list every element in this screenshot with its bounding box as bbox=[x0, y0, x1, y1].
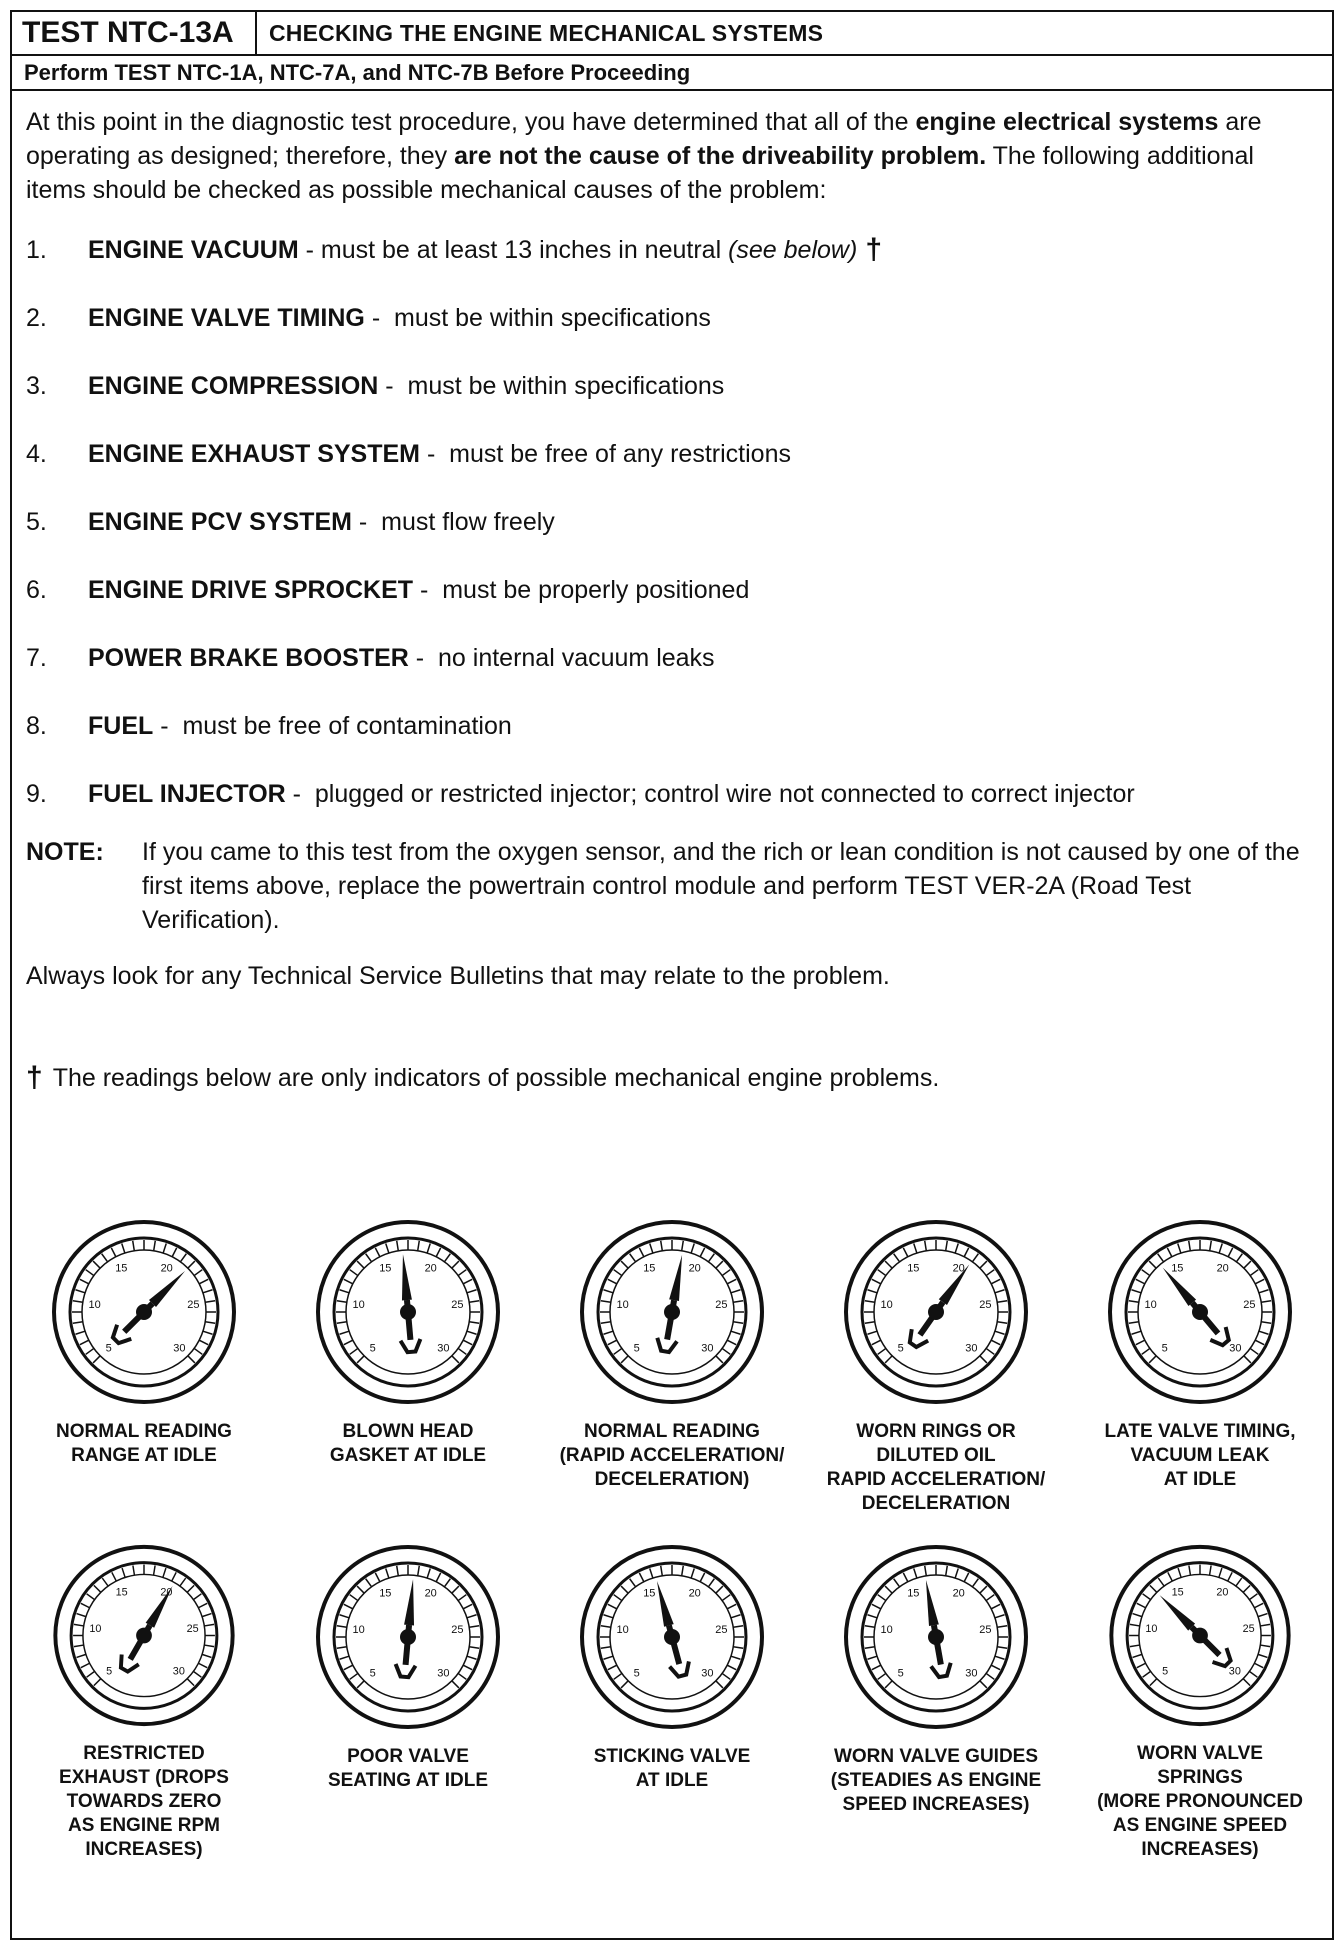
gauge-scale-label: 15 bbox=[115, 1586, 128, 1599]
gauge-scale-label: 25 bbox=[451, 1624, 464, 1637]
gauge-caption: WORN VALVE GUIDES (STEADIES AS ENGINE SPEED INCREASES) bbox=[830, 1746, 1042, 1815]
intro-text: The following additional items should be checked as possible mechanical causes of the problem: bbox=[26, 142, 1254, 204]
prerequisite: Perform TEST NTC-1A, NTC-7A, and NTC-7B Before Proceeding bbox=[12, 56, 1332, 91]
gauge-scale-label: 15 bbox=[379, 1262, 392, 1275]
gauge-scale-label: 25 bbox=[979, 1299, 992, 1312]
gauge-scale-label: 25 bbox=[1243, 1299, 1256, 1312]
indicators-text: The readings below are only indicators of possible mechanical engine problems. bbox=[52, 1064, 940, 1092]
gauge-scale-label: 20 bbox=[688, 1587, 701, 1600]
gauge-scale-label: 20 bbox=[160, 1586, 173, 1599]
test-id: TEST NTC-13A bbox=[12, 12, 257, 54]
gauge-scale-label: 10 bbox=[1144, 1299, 1157, 1312]
gauge-scale-label: 10 bbox=[880, 1299, 893, 1312]
item-number: 1. bbox=[26, 236, 47, 264]
gauge-scale-label: 25 bbox=[715, 1299, 728, 1312]
gauge-scale-label: 25 bbox=[979, 1624, 992, 1637]
gauge-grid bbox=[12, 1212, 1332, 1862]
gauge-caption: NORMAL READING (RAPID ACCELERATION/ DECELERATION) bbox=[559, 1421, 785, 1490]
list-item bbox=[26, 573, 1314, 641]
vacuum-gauge-icon bbox=[1100, 1212, 1300, 1412]
gauge-scale-label: 15 bbox=[643, 1262, 656, 1275]
gauge-caption: BLOWN HEAD GASKET AT IDLE bbox=[329, 1421, 487, 1466]
gauge-scale-label: 30 bbox=[1229, 1342, 1242, 1355]
gauge-cell bbox=[1068, 1537, 1332, 1862]
vacuum-gauge-icon bbox=[572, 1212, 772, 1412]
gauge-caption: WORN RINGS OR DILUTED OIL RAPID ACCELERATION/ DECELERATION bbox=[826, 1421, 1046, 1514]
item-label: ENGINE EXHAUST SYSTEM bbox=[88, 440, 420, 468]
gauge-cell bbox=[12, 1537, 276, 1862]
item-number: 2. bbox=[26, 304, 47, 332]
gauge-scale-label: 15 bbox=[1171, 1586, 1184, 1599]
gauge-scale-label: 5 bbox=[633, 1667, 640, 1680]
gauge-scale-label: 5 bbox=[369, 1342, 376, 1355]
test-title: CHECKING THE ENGINE MECHANICAL SYSTEMS bbox=[269, 19, 824, 46]
item-desc: - must be within specifications bbox=[378, 372, 725, 400]
vacuum-gauge-icon bbox=[836, 1212, 1036, 1412]
gauge-scale-label: 20 bbox=[952, 1262, 965, 1275]
gauge-scale-label: 25 bbox=[1242, 1622, 1255, 1635]
gauge-scale-label: 15 bbox=[115, 1262, 128, 1275]
gauge-row bbox=[12, 1212, 1332, 1537]
gauge-scale-label: 15 bbox=[1171, 1262, 1184, 1275]
gauge-scale-label: 5 bbox=[105, 1342, 112, 1355]
gauge-scale-label: 30 bbox=[172, 1665, 185, 1678]
vacuum-gauge-icon bbox=[44, 1212, 244, 1412]
item-desc: - must be within specifications bbox=[364, 304, 711, 332]
bulletins-text: Always look for any Technical Service Bulletins that may relate to the problem. bbox=[26, 962, 890, 990]
gauge-scale-label: 20 bbox=[688, 1262, 701, 1275]
gauge-cell bbox=[276, 1537, 540, 1862]
gauge-scale-label: 25 bbox=[715, 1624, 728, 1637]
item-desc: - must be properly positioned bbox=[413, 576, 750, 604]
gauge-cell bbox=[804, 1537, 1068, 1862]
note-text: If you came to this test from the oxygen sensor, and the rich or lean condition is not caused by one of the first items above, replace the powertrain control module and perform TEST VER-2A (Road Test Verification). bbox=[142, 838, 1300, 934]
item-label: ENGINE DRIVE SPROCKET bbox=[88, 576, 414, 604]
item-desc: - must be at least 13 inches in neutral bbox=[298, 236, 729, 264]
item-number: 3. bbox=[26, 372, 47, 400]
gauge-caption: POOR VALVE SEATING AT IDLE bbox=[327, 1746, 489, 1791]
gauge-caption: WORN VALVE SPRINGS (MORE PRONOUNCED AS ENGINE SPEED INCREASES) bbox=[1097, 1743, 1303, 1860]
dagger-icon: † bbox=[26, 1061, 43, 1094]
gauge-scale-label: 15 bbox=[379, 1587, 392, 1600]
gauge-scale-label: 15 bbox=[907, 1262, 920, 1275]
vacuum-gauge-icon bbox=[1100, 1537, 1300, 1734]
item-number: 5. bbox=[26, 508, 47, 536]
item-label: ENGINE VALVE TIMING bbox=[88, 304, 365, 332]
item-desc: - must be free of any restrictions bbox=[420, 440, 791, 468]
indicators-line bbox=[26, 1061, 1314, 1095]
gauge-cell bbox=[540, 1212, 804, 1537]
intro-paragraph bbox=[26, 105, 1314, 207]
gauge-scale-label: 10 bbox=[88, 1299, 101, 1312]
header-row bbox=[12, 12, 1332, 56]
gauge-scale-label: 5 bbox=[1162, 1665, 1169, 1678]
gauge-scale-label: 5 bbox=[1161, 1342, 1168, 1355]
gauge-scale-label: 10 bbox=[352, 1299, 365, 1312]
gauge-scale-label: 5 bbox=[897, 1342, 904, 1355]
gauge-cell bbox=[276, 1212, 540, 1537]
item-number: 9. bbox=[26, 780, 47, 808]
gauge-scale-label: 5 bbox=[106, 1665, 113, 1678]
item-number: 7. bbox=[26, 644, 47, 672]
item-note: (see below) bbox=[728, 236, 858, 264]
gauge-cell bbox=[540, 1537, 804, 1862]
list-item bbox=[26, 709, 1314, 777]
check-list bbox=[26, 233, 1314, 845]
gauge-scale-label: 10 bbox=[1145, 1622, 1158, 1635]
vacuum-gauge-icon bbox=[572, 1537, 772, 1737]
gauge-scale-label: 20 bbox=[424, 1262, 437, 1275]
gauge-scale-label: 30 bbox=[701, 1342, 714, 1355]
item-number: 4. bbox=[26, 440, 47, 468]
gauge-scale-label: 30 bbox=[965, 1342, 978, 1355]
gauge-scale-label: 25 bbox=[187, 1299, 200, 1312]
gauge-scale-label: 5 bbox=[369, 1667, 376, 1680]
gauge-scale-label: 30 bbox=[437, 1667, 450, 1680]
gauge-scale-label: 10 bbox=[616, 1624, 629, 1637]
gauge-scale-label: 15 bbox=[907, 1587, 920, 1600]
gauge-caption: LATE VALVE TIMING, VACUUM LEAK AT IDLE bbox=[1104, 1421, 1296, 1490]
gauge-scale-label: 20 bbox=[424, 1587, 437, 1600]
gauge-scale-label: 30 bbox=[437, 1342, 450, 1355]
item-desc: - no internal vacuum leaks bbox=[408, 644, 715, 672]
gauge-caption: RESTRICTED EXHAUST (DROPS TOWARDS ZERO AS ENGINE RPM INCREASES) bbox=[59, 1743, 229, 1860]
item-label: FUEL INJECTOR bbox=[88, 780, 286, 808]
item-desc: - must flow freely bbox=[351, 508, 555, 536]
gauge-scale-label: 30 bbox=[173, 1342, 186, 1355]
gauge-scale-label: 10 bbox=[616, 1299, 629, 1312]
list-item bbox=[26, 369, 1314, 437]
gauge-scale-label: 20 bbox=[1216, 1262, 1229, 1275]
list-item bbox=[26, 233, 1314, 301]
item-label: FUEL bbox=[88, 712, 154, 740]
gauge-scale-label: 20 bbox=[952, 1587, 965, 1600]
gauge-scale-label: 30 bbox=[965, 1667, 978, 1680]
gauge-scale-label: 10 bbox=[89, 1622, 102, 1635]
vacuum-gauge-icon bbox=[44, 1537, 244, 1734]
list-item bbox=[26, 505, 1314, 573]
gauge-scale-label: 10 bbox=[352, 1624, 365, 1637]
intro-bold: are not the cause of the driveability problem. bbox=[454, 142, 987, 170]
item-number: 8. bbox=[26, 712, 47, 740]
vacuum-gauge-icon bbox=[308, 1537, 508, 1737]
gauge-scale-label: 15 bbox=[643, 1587, 656, 1600]
item-label: ENGINE VACUUM bbox=[88, 236, 299, 264]
note bbox=[26, 835, 1314, 937]
intro-bold: engine electrical systems bbox=[915, 108, 1219, 136]
test-procedure-sheet bbox=[10, 10, 1334, 1940]
list-item bbox=[26, 301, 1314, 369]
content bbox=[12, 91, 1332, 1095]
list-item bbox=[26, 437, 1314, 505]
gauge-scale-label: 10 bbox=[880, 1624, 893, 1637]
gauge-caption: STICKING VALVE AT IDLE bbox=[593, 1746, 751, 1791]
gauge-scale-label: 30 bbox=[701, 1667, 714, 1680]
item-label: ENGINE PCV SYSTEM bbox=[88, 508, 352, 536]
gauge-scale-label: 30 bbox=[1228, 1665, 1241, 1678]
item-number: 6. bbox=[26, 576, 47, 604]
gauge-scale-label: 25 bbox=[186, 1622, 199, 1635]
note-label: NOTE: bbox=[26, 838, 104, 866]
gauge-scale-label: 5 bbox=[633, 1342, 640, 1355]
list-item bbox=[26, 641, 1314, 709]
vacuum-gauge-icon bbox=[308, 1212, 508, 1412]
gauge-scale-label: 25 bbox=[451, 1299, 464, 1312]
gauge-caption: NORMAL READING RANGE AT IDLE bbox=[56, 1421, 232, 1466]
gauge-scale-label: 5 bbox=[897, 1667, 904, 1680]
item-desc: - must be free of contamination bbox=[153, 712, 512, 740]
dagger-icon: † bbox=[865, 233, 882, 266]
intro-text: At this point in the diagnostic test procedure, you have determined that all of the bbox=[26, 108, 916, 136]
item-desc: - plugged or restricted injector; control wire not connected to correct injector bbox=[285, 780, 1135, 808]
intro-text: are operating as designed; therefore, they bbox=[26, 108, 1262, 170]
vacuum-gauge-icon bbox=[836, 1537, 1036, 1737]
item-label: POWER BRAKE BOOSTER bbox=[88, 644, 409, 672]
gauge-scale-label: 20 bbox=[160, 1262, 173, 1275]
item-label: ENGINE COMPRESSION bbox=[88, 372, 379, 400]
gauge-row bbox=[12, 1537, 1332, 1862]
gauge-cell bbox=[804, 1212, 1068, 1537]
gauge-cell bbox=[1068, 1212, 1332, 1537]
gauge-scale-label: 20 bbox=[1216, 1586, 1229, 1599]
gauge-cell bbox=[12, 1212, 276, 1537]
